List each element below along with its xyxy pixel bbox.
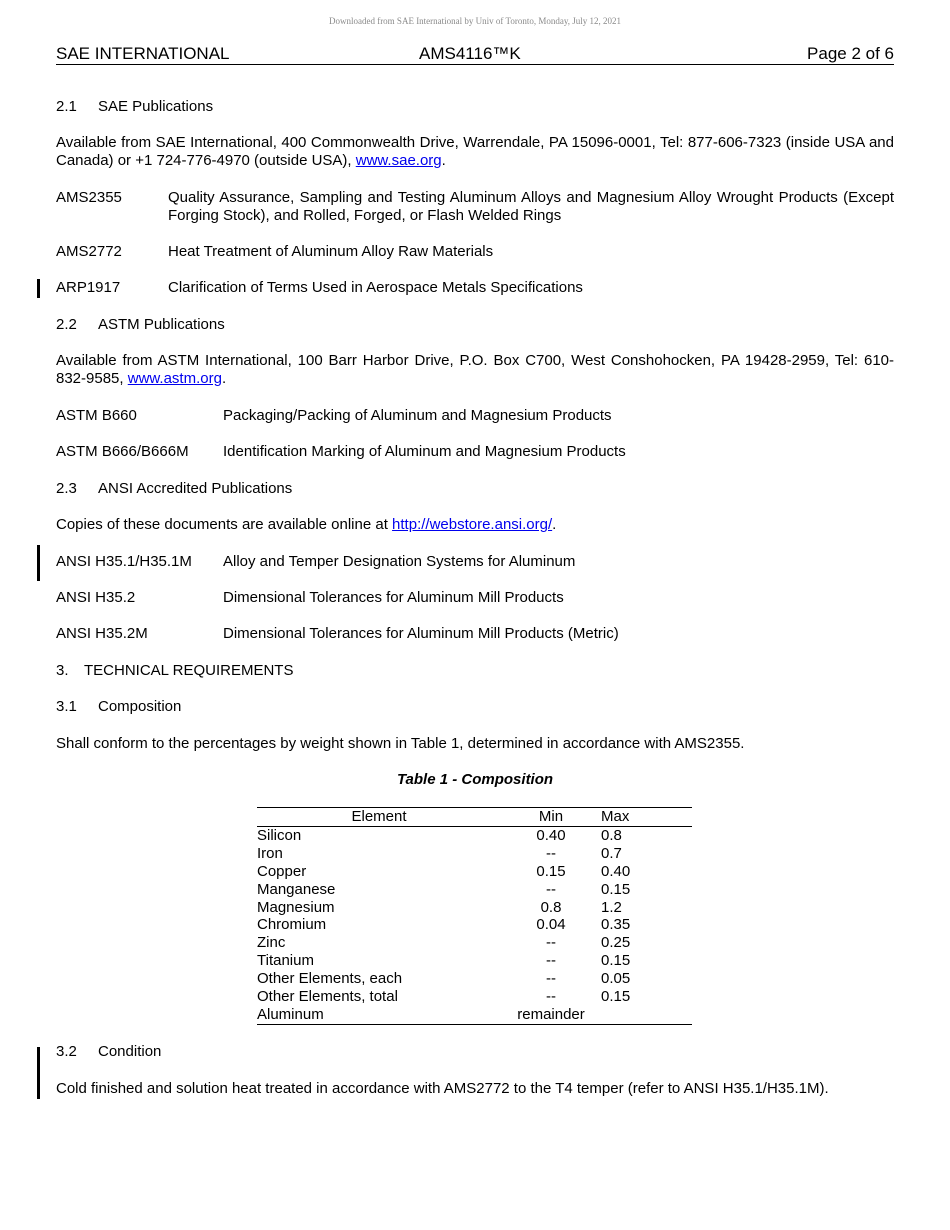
reference-code: ASTM B660	[56, 407, 137, 424]
reference-item	[56, 243, 894, 279]
reference-item	[56, 625, 894, 661]
composition-table	[257, 807, 692, 1025]
min-cell: --	[546, 844, 556, 862]
max-cell	[601, 1006, 692, 1024]
section-3-2-heading	[56, 1043, 894, 1061]
max-cell: 0.7	[601, 844, 622, 862]
reference-code: AMS2772	[56, 243, 122, 260]
reference-item	[56, 553, 894, 589]
reference-title: Identification Marking of Aluminum and Magnesium Products	[223, 443, 626, 460]
reference-title: Quality Assurance, Sampling and Testing Aluminum Alloys and Magnesium Alloy Wrought Products (Except Forging Stock), and Rolled, Forged, or Flash Welded Rings	[168, 189, 894, 224]
reference-item	[56, 189, 894, 225]
reference-code: AMS2355	[56, 189, 122, 206]
min-cell: --	[546, 934, 556, 952]
header-doc-id: AMS4116™K	[419, 44, 521, 63]
section-3-2-text: Cold finished and solution heat treated in accordance with AMS2772 to the T4 temper (refer to ANSI H35.1/H35.1M).	[56, 1080, 829, 1097]
element-cell: Titanium	[257, 952, 314, 970]
reference-code: ARP1917	[56, 279, 121, 296]
table-row	[257, 952, 692, 970]
section-2-2-availability: Available from ASTM International, 100 Barr Harbor Drive, P.O. Box C700, West Conshohocken, PA 19428-2959, Tel: 610-832-9585, www.astm.org.	[56, 352, 894, 387]
table-row	[257, 899, 692, 917]
max-cell: 0.40	[601, 862, 631, 880]
element-cell: Magnesium	[257, 898, 335, 916]
reference-code: ASTM B666/B666M	[56, 443, 189, 460]
element-cell: Other Elements, each	[257, 970, 403, 988]
max-cell: 0.15	[601, 880, 631, 898]
change-bar	[37, 545, 40, 581]
max-cell: 0.15	[601, 952, 631, 970]
max-cell: 1.2	[601, 898, 622, 916]
table-row	[257, 881, 692, 899]
section-title: SAE Publications	[98, 98, 214, 115]
element-cell: Manganese	[257, 880, 336, 898]
reference-title: Heat Treatment of Aluminum Alloy Raw Materials	[168, 243, 494, 260]
max-cell: 0.15	[601, 988, 631, 1006]
change-bar	[37, 1047, 40, 1099]
availability-text: Copies of these documents are available online at	[56, 516, 393, 533]
section-3-1-heading	[56, 698, 894, 716]
section-2-1-availability: Available from SAE International, 400 Commonwealth Drive, Warrendale, PA 15096-0001, Tel: 877-606-7323 (inside USA and Canada) or +1 724-776-4970 (outside USA), www.sae.org.	[56, 134, 894, 169]
section-2-1-heading	[56, 98, 894, 116]
section-2-3-heading	[56, 480, 894, 498]
min-cell: 0.40	[536, 826, 566, 844]
section-title: ASTM Publications	[98, 316, 225, 333]
page-header	[56, 44, 894, 65]
section-number: 2.1	[56, 98, 77, 115]
section-number: 3.	[56, 662, 69, 679]
element-cell: Copper	[257, 862, 307, 880]
max-cell: 0.25	[601, 934, 631, 952]
section-number: 3.2	[56, 1043, 77, 1060]
reference-code: ANSI H35.1/H35.1M	[56, 553, 192, 570]
download-notice: Downloaded from SAE International by Univ of Toronto, Monday, July 12, 2021	[328, 16, 622, 26]
element-cell: Silicon	[257, 826, 302, 844]
change-bar	[37, 279, 40, 298]
reference-title: Packaging/Packing of Aluminum and Magnesium Products	[223, 407, 612, 424]
section-title: ANSI Accredited Publications	[98, 480, 293, 497]
section-number: 2.2	[56, 316, 77, 333]
section-number: 2.3	[56, 480, 77, 497]
reference-title: Dimensional Tolerances for Aluminum Mill Products (Metric)	[223, 625, 619, 642]
max-cell: 0.8	[601, 826, 622, 844]
reference-title: Alloy and Temper Designation Systems for Aluminum	[223, 553, 576, 570]
table-row	[257, 916, 692, 934]
min-cell: 0.8	[540, 898, 562, 916]
reference-title: Dimensional Tolerances for Aluminum Mill Products	[223, 589, 564, 606]
min-cell: --	[546, 952, 556, 970]
reference-item	[56, 443, 894, 479]
element-cell: Iron	[257, 844, 283, 862]
section-2-3-availability: Copies of these documents are available online at http://webstore.ansi.org/.	[56, 516, 557, 533]
sae-link[interactable]: www.sae.org	[355, 152, 442, 169]
reference-item	[56, 279, 894, 315]
reference-item	[56, 407, 894, 443]
column-header-element: Element	[351, 808, 407, 825]
header-org: SAE INTERNATIONAL	[56, 44, 230, 63]
availability-text: Available from ASTM International, 100 Barr Harbor Drive, P.O. Box C700, West Conshohocken, PA 19428-2959, Tel: 610-832-9585,	[56, 352, 894, 387]
min-cell: --	[546, 988, 556, 1006]
ansi-webstore-link[interactable]: http://webstore.ansi.org/	[392, 516, 553, 533]
element-cell: Zinc	[257, 934, 286, 952]
min-cell: remainder	[517, 1005, 585, 1023]
section-title: Composition	[98, 698, 182, 715]
astm-link[interactable]: www.astm.org	[127, 370, 222, 387]
element-cell: Other Elements, total	[257, 988, 398, 1006]
table-row	[257, 970, 692, 988]
reference-item	[56, 589, 894, 625]
column-header-max: Max	[601, 808, 630, 825]
table-row	[257, 863, 692, 881]
table-row	[257, 826, 692, 844]
table-row	[257, 934, 692, 952]
table-row	[257, 988, 692, 1006]
section-title: TECHNICAL REQUIREMENTS	[84, 662, 294, 679]
min-cell: 0.04	[536, 916, 566, 934]
reference-code: ANSI H35.2M	[56, 625, 148, 642]
reference-code: ANSI H35.2	[56, 589, 136, 606]
section-title: Condition	[98, 1043, 162, 1060]
max-cell: 0.35	[601, 916, 631, 934]
table-row	[257, 1006, 692, 1024]
min-cell: --	[546, 970, 556, 988]
element-cell: Aluminum	[257, 1005, 324, 1023]
section-3-heading	[56, 662, 894, 680]
table-row	[257, 845, 692, 863]
section-2-2-heading	[56, 316, 894, 334]
section-number: 3.1	[56, 698, 77, 715]
element-cell: Chromium	[257, 916, 327, 934]
header-page-number: Page 2 of 6	[807, 44, 894, 63]
reference-title: Clarification of Terms Used in Aerospace Metals Specifications	[168, 279, 583, 296]
min-cell: --	[546, 880, 556, 898]
section-3-1-text: Shall conform to the percentages by weight shown in Table 1, determined in accordance with AMS2355.	[56, 735, 745, 752]
max-cell: 0.05	[601, 970, 631, 988]
column-header-min: Min	[538, 808, 564, 825]
availability-text: Available from SAE International, 400 Commonwealth Drive, Warrendale, PA 15096-0001, Tel: 877-606-7323 (inside USA and Canada) or +1 724-776-4970 (outside USA),	[56, 134, 894, 169]
table-header-row	[257, 808, 692, 827]
min-cell: 0.15	[536, 862, 566, 880]
table-title: Table 1 - Composition	[396, 771, 554, 788]
